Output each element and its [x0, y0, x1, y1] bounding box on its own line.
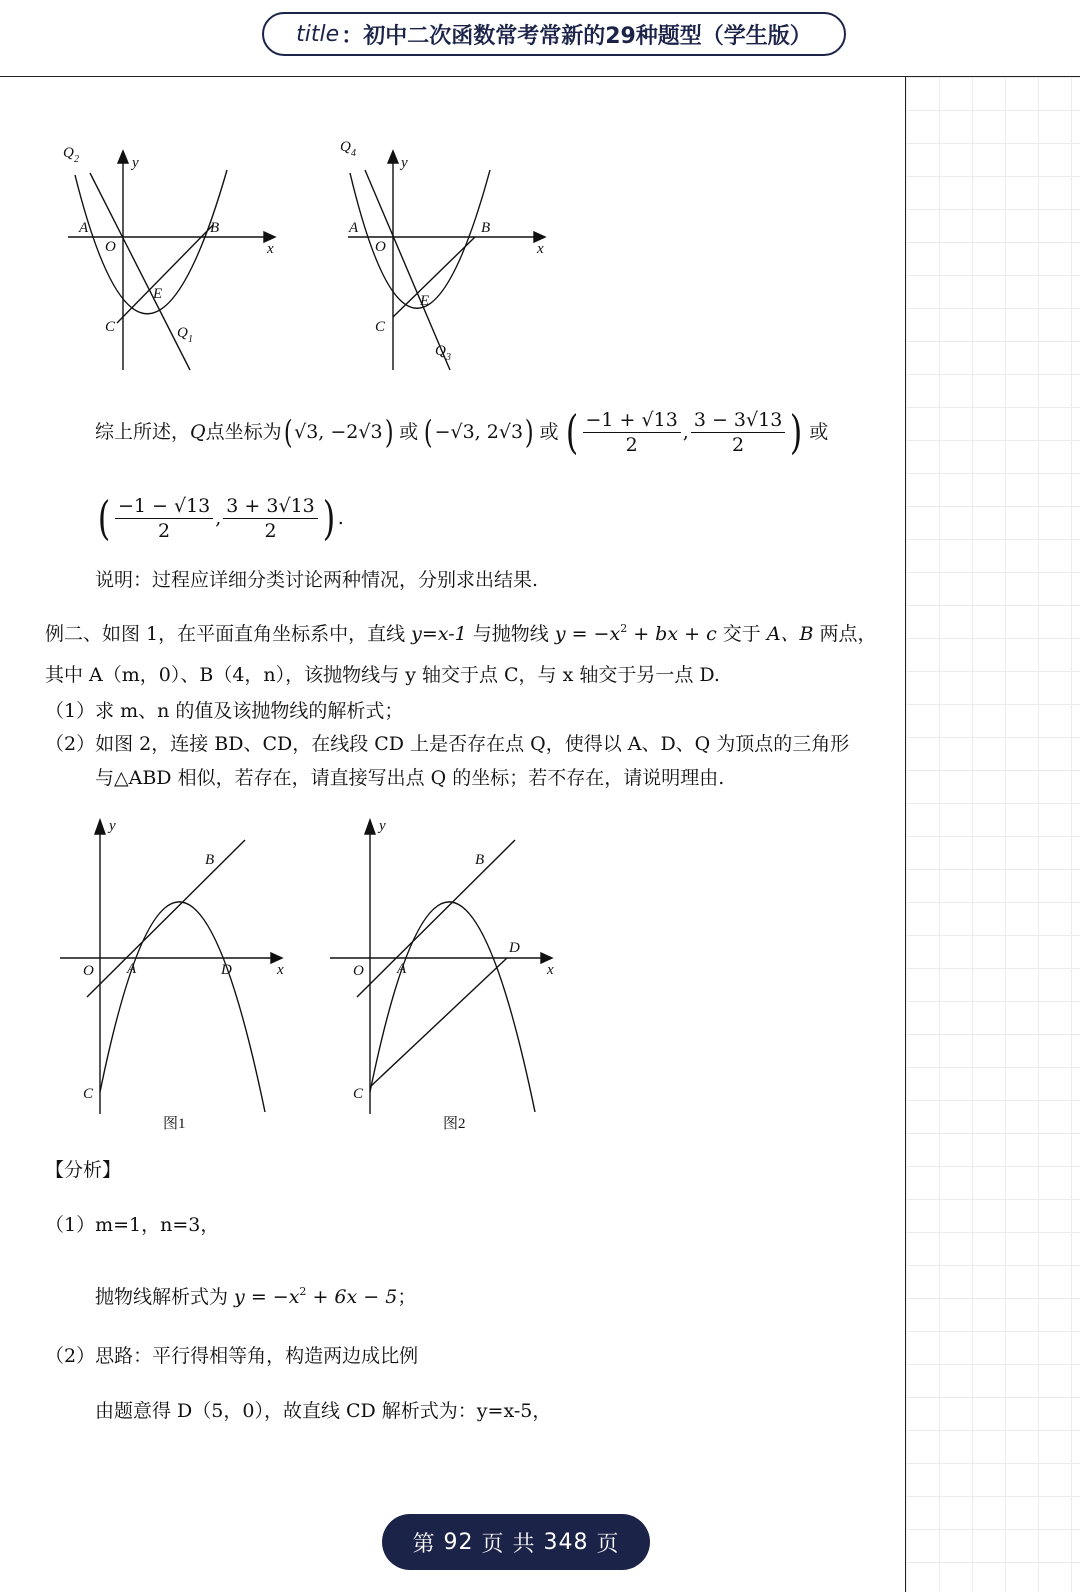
label-a: A — [349, 220, 359, 236]
answer-1: （1）m=1，n=3， — [45, 1214, 220, 1236]
label-q3-sub: 3 — [446, 352, 451, 363]
label-q4: Q — [340, 139, 351, 155]
figure-top-left — [55, 135, 295, 380]
label-o: O — [83, 963, 94, 979]
figure-top-right — [335, 135, 575, 380]
question-2-line-1: （2）如图 2，连接 BD、CD，在线段 CD 上是否存在点 Q，使得以 A、D、Q 为顶点的三角形 — [45, 733, 850, 755]
label-c: C — [353, 1086, 364, 1102]
label-q2: Q — [63, 145, 74, 161]
summary-lead: 综上所述， — [95, 421, 191, 443]
summary-line-1: 综上所述， Q 点坐标为 ( √3, −2√3 ) 或 ( −√3, 2√3 ) 或 ( $\frac{-1 + √13}{2}$ , $\frac{3 - 3√13}{2}$ ) 或 — [95, 405, 829, 459]
label-y: y — [379, 818, 386, 834]
label-q2-sub: 2 — [74, 154, 79, 165]
label-c: C — [83, 1086, 94, 1102]
label-q1: Q — [177, 325, 188, 341]
analysis-heading: 【分析】 — [45, 1159, 122, 1181]
or-1: 或 — [399, 421, 419, 443]
label-x: x — [277, 962, 284, 978]
figure-2 — [325, 812, 575, 1137]
example-line-1: 例二、如图 1，在平面直角坐标系中，直线 y=x-1 与抛物线 $y = -x^2$ + bx + c 交于 A、B 两点， — [45, 622, 877, 645]
label-c: C — [105, 319, 116, 335]
current-page: 92 — [443, 1529, 474, 1555]
figure-1-caption: 图1 — [163, 1116, 186, 1132]
summary-end: . — [337, 507, 344, 529]
label-b: B — [481, 220, 491, 236]
document-title — [262, 12, 846, 56]
label-c: C — [375, 319, 386, 335]
label-x: x — [267, 241, 274, 257]
page-counter: 第 92 页 共 348 页 — [382, 1514, 650, 1570]
label-y: y — [401, 155, 408, 171]
label-d: D — [509, 940, 520, 956]
title-main: ：初中二次函数常考常新的29种题型（学生版） — [341, 23, 812, 49]
label-e: E — [153, 286, 163, 302]
example-line-2: 其中 A（m，0）、B（4，n），该抛物线与 y 轴交于点 C，与 x 轴交于另一点 D. — [45, 664, 720, 686]
question-2-line-2: 与△ABD 相似，若存在，请直接写出点 Q 的坐标；若不存在，请说明理由. — [95, 767, 725, 789]
label-b: B — [205, 852, 215, 868]
label-b: B — [475, 852, 485, 868]
label-a: A — [79, 220, 89, 236]
fraction-1: $\frac{-1 + √13}{2}$ — [583, 408, 681, 457]
label-b: B — [210, 220, 220, 236]
fraction-3: $\frac{-1 - √13}{2}$ — [115, 494, 213, 543]
question-1: （1）求 m、n 的值及该抛物线的解析式； — [45, 700, 404, 722]
answer-2: （2）思路：平行得相等角，构造两边成比例 — [45, 1345, 419, 1367]
figure-2-caption: 图2 — [443, 1116, 466, 1132]
total-pages: 348 — [543, 1529, 589, 1555]
fraction-2: $\frac{3 - 3√13}{2}$ — [691, 408, 785, 457]
label-x: x — [537, 241, 544, 257]
answer-1-parabola: 抛物线解析式为 $y = -x^2 + 6x - 5$； — [95, 1285, 417, 1308]
label-e: E — [420, 293, 430, 309]
title-prefix: title — [296, 21, 340, 47]
label-q4-sub: 4 — [351, 148, 356, 159]
label-a: A — [397, 961, 407, 977]
label-q1-sub: 1 — [188, 334, 193, 345]
summary-lead2: 点坐标为 — [205, 421, 282, 443]
or-3: 或 — [809, 421, 829, 443]
summary-q: Q — [190, 421, 206, 443]
label-o: O — [375, 239, 386, 255]
label-y: y — [109, 818, 116, 834]
label-y: y — [132, 155, 139, 171]
label-o: O — [105, 239, 116, 255]
page-header — [0, 0, 1080, 77]
label-o: O — [353, 963, 364, 979]
point-1: √3, −2√3 — [294, 421, 383, 443]
summary-line-2: ( $\frac{-1 - √13}{2}$ , $\frac{3 + 3√13}{2}$ ) . — [97, 491, 344, 545]
label-q3: Q — [435, 343, 446, 359]
figure-1 — [55, 812, 305, 1137]
note-text: 说明：过程应详细分类讨论两种情况，分别求出结果. — [95, 569, 539, 591]
or-2: 或 — [539, 421, 559, 443]
fraction-4: $\frac{3 + 3√13}{2}$ — [223, 494, 317, 543]
answer-2-detail: 由题意得 D（5，0），故直线 CD 解析式为：y=x-5， — [95, 1400, 552, 1422]
notes-grid-panel — [905, 77, 1080, 1592]
label-x: x — [547, 962, 554, 978]
label-d: D — [221, 962, 232, 978]
point-2: −√3, 2√3 — [434, 421, 524, 443]
label-a: A — [127, 961, 137, 977]
